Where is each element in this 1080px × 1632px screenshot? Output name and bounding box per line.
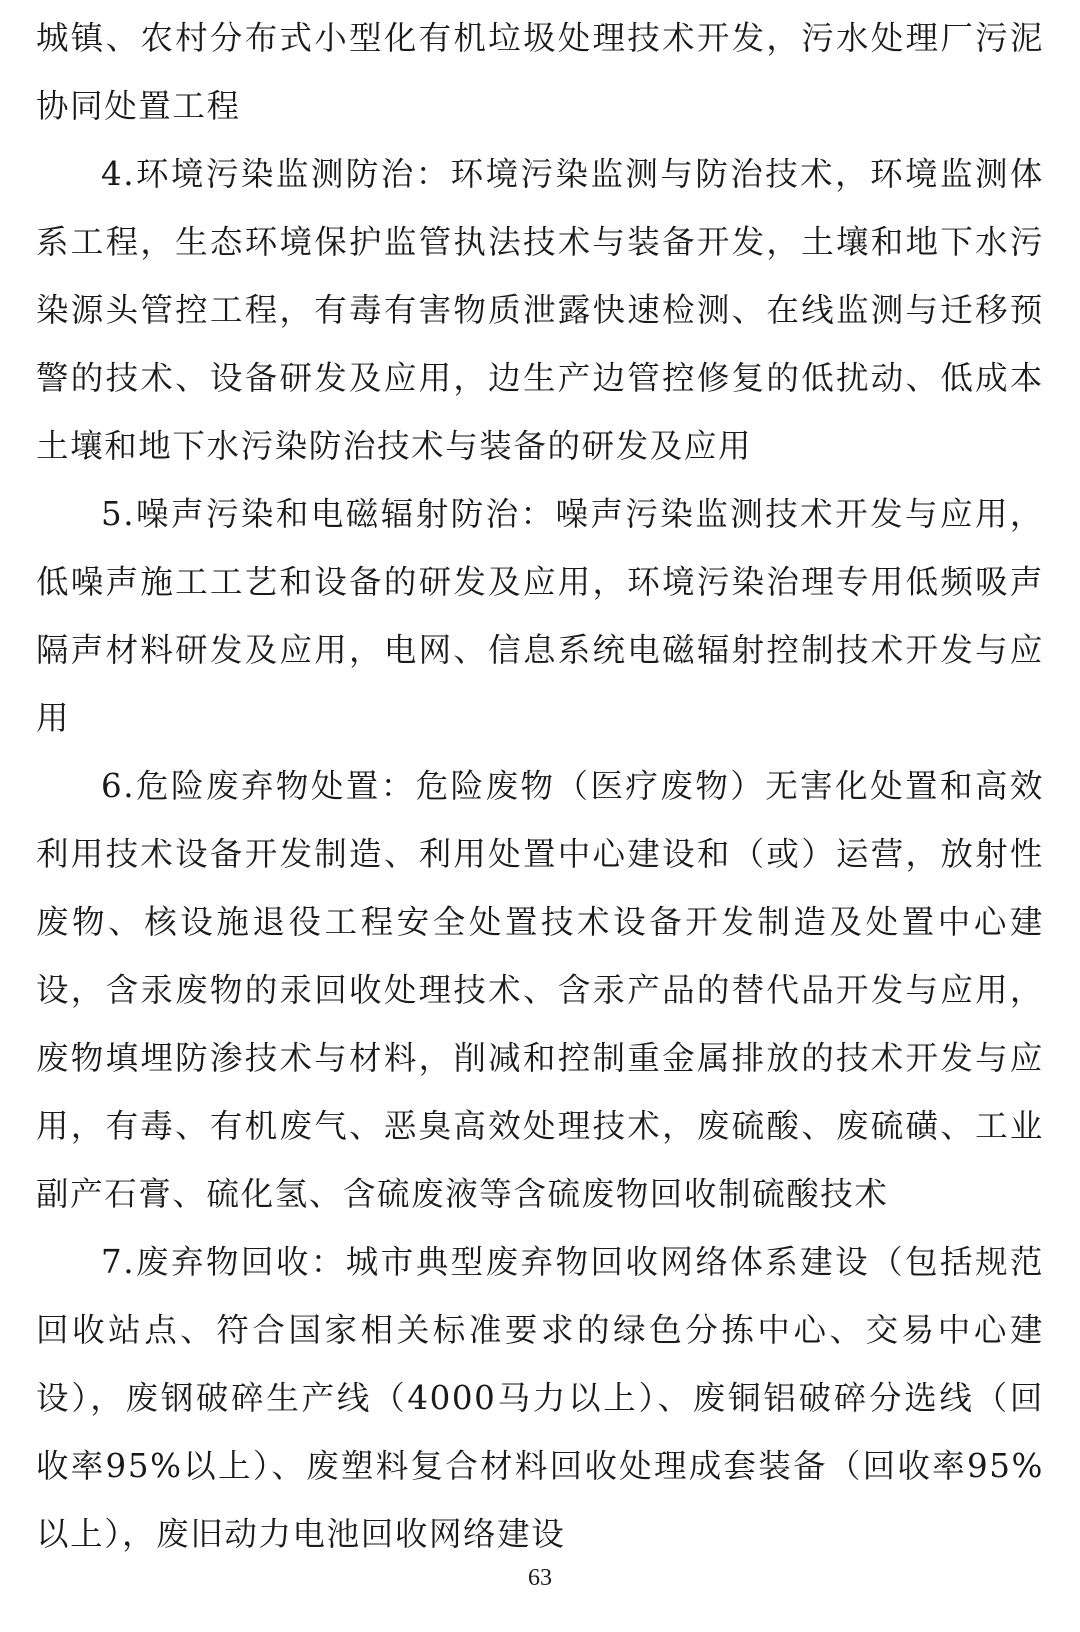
paragraph-item-6-hazardous-waste: 6.危险废弃物处置：危险废物（医疗废物）无害化处置和高效利用技术设备开发制造、利用处置中心建设和（或）运营，放射性废物、核设施退役工程安全处置技术设备开发制造及处置中心建设，含汞废物的汞回收处理技术、含汞产品的替代品开发与应用，废物填埋防渗技术与材料，削减和控制重金属排放的技术开发与应用，有毒、有机废气、恶臭高效处理技术，废硫酸、废硫磺、工业副产石膏、硫化氢、含硫废液等含硫废物回收制硫酸技术 — [36, 767, 1044, 1213]
paragraph-item-7-waste-recycling: 7.废弃物回收：城市典型废弃物回收网络体系建设（包括规范回收站点、符合国家相关标准要求的绿色分拣中心、交易中心建设），废钢破碎生产线（4000马力以上）、废铜铝破碎分选线（回收率95%以上）、废塑料复合材料回收处理成套装备（回收率95%以上），废旧动力电池回收网络建设 — [36, 1243, 1044, 1553]
page-number: 63 — [528, 1565, 552, 1591]
paragraph-continuation: 城镇、农村分布式小型化有机垃圾处理技术开发，污水处理厂污泥协同处置工程 — [36, 19, 1044, 125]
paragraph-item-5-noise-radiation: 5.噪声污染和电磁辐射防治：噪声污染监测技术开发与应用，低噪声施工工艺和设备的研发及应用，环境污染治理专用低频吸声隔声材料研发及应用，电网、信息系统电磁辐射控制技术开发与应用 — [36, 495, 1044, 737]
document-page — [36, 4, 1044, 1568]
paragraph-item-4-environmental-monitoring: 4.环境污染监测防治：环境污染监测与防治技术，环境监测体系工程，生态环境保护监管执法技术与装备开发，土壤和地下水污染源头管控工程，有毒有害物质泄露快速检测、在线监测与迁移预警的技术、设备研发及应用，边生产边管控修复的低扰动、低成本土壤和地下水污染防治技术与装备的研发及应用 — [36, 155, 1044, 465]
